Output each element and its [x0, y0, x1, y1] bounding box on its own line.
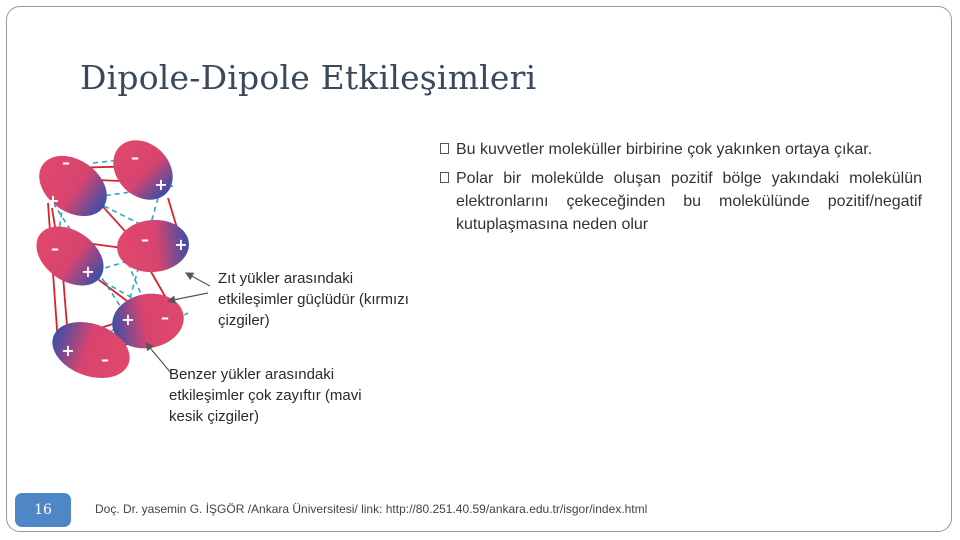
page-number: 16 [34, 502, 52, 518]
repulsion-arrow [146, 343, 171, 373]
bullet-list [440, 138, 922, 242]
page-number-badge [15, 493, 71, 527]
plus-sign: + [154, 175, 168, 194]
plus-sign: + [81, 262, 95, 281]
minus-sign: – [62, 153, 70, 172]
plus-sign: + [121, 310, 135, 329]
minus-sign: – [101, 350, 109, 369]
bullet-box-icon [440, 172, 449, 183]
repulsion-label: Benzer yükler arasındaki etkileşimler çok zayıftır (mavi kesik çizgiler) [169, 366, 362, 425]
attraction-arrow [168, 293, 208, 301]
molecule-1 [28, 143, 118, 228]
molecule-2 [101, 128, 184, 211]
dipole-figure [28, 128, 438, 428]
plus-sign: + [174, 235, 188, 254]
minus-sign: – [51, 239, 59, 258]
footer-text: Doç. Dr. yasemin G. İŞGÖR /Ankara Üniversitesi/ link: http://80.251.40.59/ankara.edu.tr/isgor/index.html [95, 502, 648, 516]
bullet-item [440, 138, 922, 161]
bullet-text: Polar bir molekülde oluşan pozitif bölge yakındaki molekülün elektronlarını çekeceğinden bu molekülünde pozitif/negatif kutuplaşmasına neden olur [456, 170, 922, 233]
attraction-label: Zıt yükler arasındaki etkileşimler güçlüdür (kırmızı çizgiler) [218, 270, 409, 329]
bullet-box-icon [440, 143, 449, 154]
plus-sign: + [61, 341, 75, 360]
bullet-item [440, 167, 922, 236]
slide-title: Dipole-Dipole Etkileşimleri [80, 58, 537, 97]
plus-sign: + [46, 191, 60, 210]
bullet-text: Bu kuvvetler moleküller birbirine çok yakınken ortaya çıkar. [456, 141, 873, 158]
molecule-3 [28, 214, 115, 297]
attraction-arrow [186, 273, 210, 286]
minus-sign: – [161, 308, 169, 327]
minus-sign: – [141, 230, 149, 249]
minus-sign: – [131, 148, 139, 167]
